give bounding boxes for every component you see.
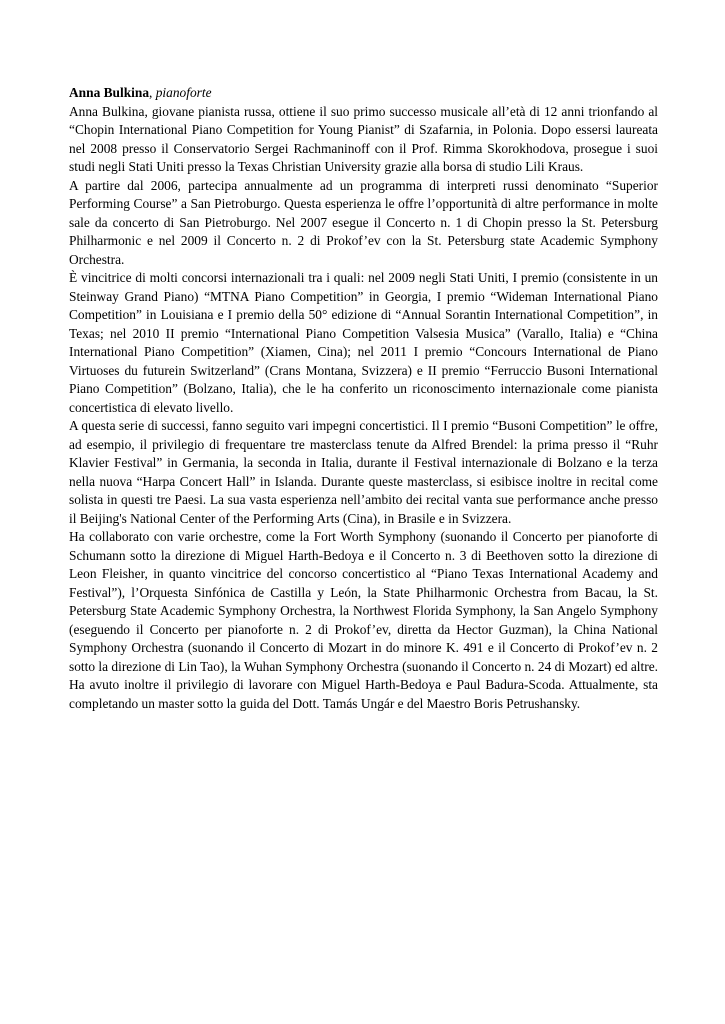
artist-role: pianoforte	[155, 85, 212, 100]
document-heading	[69, 84, 658, 103]
paragraph-performing-course: A partire dal 2006, partecipa annualmente ad un programma di interpreti russi denominato “Superior Performing Course” a San Pietroburgo. Questa esperienza le offre l’opportunità di altre performance in molte sale da concerto di San Pietroburgo. Nel 2007 esegue il Concerto n. 1 di Chopin presso la St. Petersburg Philharmonic e nel 2009 il Concerto n. 2 di Prokof’ev con la St. Petersburg state Academic Symphony Orchestra.	[69, 177, 658, 267]
heading-separator: ,	[149, 85, 156, 100]
paragraph-orchestras: Ha collaborato con varie orchestre, come la Fort Worth Symphony (suonando il Concerto per pianoforte di Schumann sotto la direzione di Miguel Harth-Bedoya e il Concerto n. 3 di Beethoven sotto la direzione di Leon Fleisher, in quanto vincitrice del concorso concertistico al “Piano Texas International Academy and Festival”), l’Orquesta Sinfónica de Castilla y León, la State Philharmonic Orchestra from Bacau, la St. Petersburg State Academic Symphony Orchestra, la Northwest Florida Symphony, la San Angelo Symphony (eseguendo il Concerto per pianoforte n. 2 di Prokof’ev, diretta da Hector Guzman), la China National Symphony Orchestra (suonando il Concerto di Mozart in do minore K. 491 e il Concerto di Prokof’ev n. 2 sotto la direzione di Lin Tao), la Wuhan Symphony Orchestra (suonando il Concerto n. 24 di Mozart) ed altre. Ha avuto inoltre il privilegio di lavorare con Miguel Harth-Bedoya e Paul Badura-Scoda. Attualmente, sta completando un master sotto la guida del Dott. Tamás Ungár e del Maestro Boris Petrushansky.	[69, 529, 658, 711]
artist-name: Anna Bulkina	[69, 85, 150, 100]
paragraph-competitions: È vincitrice di molti concorsi internazionali tra i quali: nel 2009 negli Stati Uniti, I premio (consistente in un Steinway Grand Piano) “MTNA Piano Competition” in Georgia, I premio “Wideman International Piano Competition” in Louisiana e I premio della 50° edizione di “Annual Sorantin International Competition”, in Texas; nel 2010 II premio “International Piano Competition Valsesia Musica” (Varallo, Italia) e “China International Piano Competition” (Xiamen, Cina); nel 2011 I premio “Concours International de Piano Virtuoses du futurein Switzerland” (Crans Montana, Svizzera) e II premio “Ferruccio Busoni International Piano Competition” (Bolzano, Italia), che le ha conferito un riconoscimento internazionale come pianista concertistica di elevato livello.	[69, 270, 658, 415]
paragraph-early-career: Anna Bulkina, giovane pianista russa, ottiene il suo primo successo musicale all’età di 12 anni trionfando al “Chopin International Piano Competition for Young Pianist” di Szafarnia, in Polonia. Dopo essersi laureata nel 2008 presso il Conservatorio Sergei Rachmaninoff con il Prof. Rimma Skorokhodova, prosegue i suoi studi negli Stati Uniti presso la Texas Christian University grazie alla borsa di studio Lili Kraus.	[69, 103, 658, 174]
document-page	[69, 84, 658, 713]
paragraph-masterclasses: A questa serie di successi, fanno seguito vari impegni concertistici. Il I premio “Busoni Competition” le offre, ad esempio, il privilegio di frequentare tre masterclass tenute da Alfred Brendel: la prima presso il “Ruhr Klavier Festival” in Germania, la seconda in Italia, durante il Festival internazionale di Bolzano e la terza nella nuova “Harpa Concert Hall” in Islanda. Durante queste masterclass, si esibisce inoltre in recital come solista in questi tre Paesi. La sua vasta esperienza nell’ambito dei recital vanta sue performance anche presso il Beijing's National Center of the Performing Arts (Cina), in Brasile e in Svizzera.	[69, 418, 658, 526]
